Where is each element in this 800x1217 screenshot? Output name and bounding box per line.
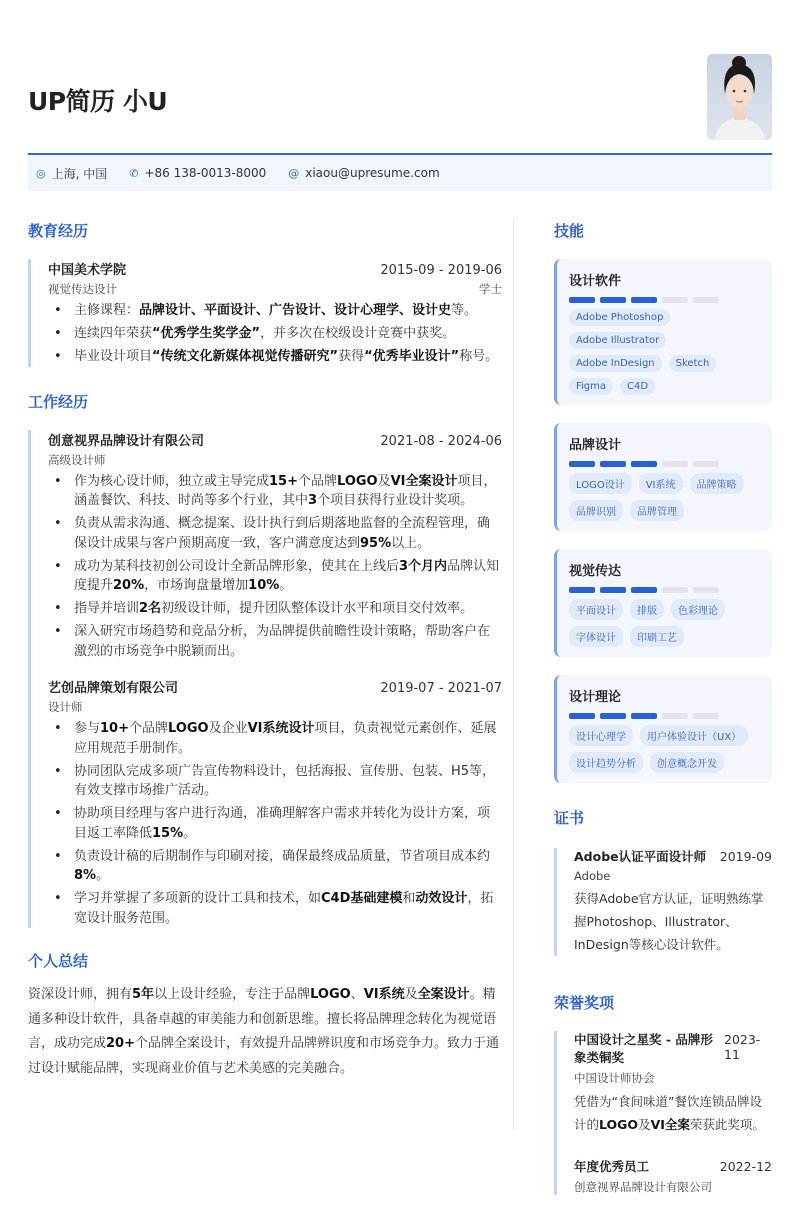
text-segment: 及 (377, 473, 391, 489)
level-segment-filled (569, 587, 595, 593)
bullet-item (48, 324, 502, 344)
bold-text: “优秀毕业设计” (364, 349, 460, 364)
skill-tags (569, 725, 760, 773)
skill-tag: Sketch (669, 355, 717, 372)
skill-group-name: 视觉传达 (569, 564, 622, 579)
degree: 学士 (479, 282, 502, 296)
text-segment: 和 (402, 891, 416, 906)
bold-text: LOGO (168, 721, 209, 736)
bold-text: 3个月内 (399, 558, 448, 574)
education-date: 2015-09 - 2019-06 (380, 263, 502, 278)
bold-text: VI系统 (363, 987, 405, 1002)
level-segment-filled (600, 713, 626, 719)
bullet-item (48, 347, 502, 367)
skill-tag: 设计趋势分析 (569, 752, 643, 773)
skill-tag: 字体设计 (569, 626, 623, 647)
skill-tag: Adobe InDesign (569, 355, 662, 372)
work-title: 工作经历 (28, 392, 89, 411)
column-divider (513, 218, 514, 1130)
text-segment: ，拓宽设计服务范围。 (74, 891, 494, 926)
text-segment: ，并多次在校级设计竞赛中获奖。 (260, 326, 456, 341)
side-column (554, 218, 772, 1217)
skill-tag: Adobe Photoshop (569, 309, 670, 326)
skill-level-meter (569, 587, 760, 593)
email[interactable]: xiaou@upresume.com (305, 166, 440, 180)
text-segment: 初级设计师，提升团队整体设计水平和项目交付效率。 (161, 601, 474, 616)
work-entry (48, 677, 502, 928)
level-segment-filled (631, 587, 657, 593)
level-segment-filled (569, 297, 595, 303)
award-entry (574, 1158, 772, 1195)
level-segment-empty (662, 297, 688, 303)
bullet-item (48, 514, 502, 553)
level-segment-empty (662, 461, 688, 467)
text-segment: 指导并培训 (74, 601, 140, 616)
level-segment-filled (631, 713, 657, 719)
bold-text: 95% (360, 535, 392, 551)
skill-card (554, 675, 772, 783)
company-name: 创意视界品牌设计有限公司 (48, 433, 205, 449)
text-segment: 以上设计经验，专注于品牌 (154, 987, 311, 1002)
level-segment-empty (662, 713, 688, 719)
text-segment: 协同团队完成多项广告宣传物料设计，包括海报、宣传册、包装、H5等，有效支撑市场推广活动。 (74, 763, 496, 798)
text-segment: 获得Adobe官方认证，证明熟练掌握Photoshop、Illustrator、InDesign等核心设计软件。 (574, 891, 764, 952)
level-segment-filled (600, 461, 626, 467)
bullet-item (48, 762, 502, 801)
bold-text: LOGO (337, 473, 378, 489)
level-segment-empty (693, 587, 719, 593)
bold-text: 全案设计 (417, 987, 470, 1002)
bold-text: 8% (74, 868, 97, 883)
bold-text: 20% (113, 578, 145, 593)
level-segment-empty (693, 461, 719, 467)
skill-card (554, 549, 772, 657)
text-segment: 负责从需求沟通、概念提案、设计执行到后期落地监督的全流程管理，确保设计成果与客户预期高度一致，客户满意度达到 (74, 516, 491, 551)
text-segment: 成功为某科技初创公司设计全新品牌形象，使其在上线后 (74, 558, 400, 574)
skill-tag: 印刷工艺 (630, 626, 684, 647)
work-entries (28, 430, 502, 929)
resume-header (28, 54, 772, 144)
level-segment-filled (569, 713, 595, 719)
level-segment-filled (631, 297, 657, 303)
bold-text: 15+ (269, 473, 298, 489)
skills-list (554, 259, 772, 783)
skills-title: 技能 (554, 222, 585, 240)
text-segment: 。 (279, 578, 293, 593)
skill-tag: C4D (620, 378, 655, 395)
skill-group-name: 设计理论 (569, 690, 622, 705)
skill-tag: 平面设计 (569, 599, 623, 620)
bullet-item (48, 847, 502, 886)
award-name: 年度优秀员工 (574, 1159, 650, 1174)
cert-name: Adobe认证平面设计师 (574, 849, 707, 864)
skill-tags (569, 309, 760, 395)
bold-text: LOGO (310, 987, 351, 1002)
skill-tag: 色彩理论 (671, 599, 725, 620)
text-segment: 。 (183, 825, 197, 841)
bold-text: 3 (308, 493, 318, 508)
avatar (707, 54, 772, 140)
education-title: 教育经历 (28, 222, 89, 240)
text-segment: 深入研究市场趋势和竞品分析，为品牌提供前瞻性设计策略，帮助客户在激烈的市场竞争中脱颖而出。 (74, 624, 491, 659)
text-segment: 。 (96, 868, 110, 883)
bold-text: VI系统设计 (247, 721, 315, 736)
text-segment: ，市场询盘量增加 (144, 578, 249, 593)
text-segment: 个项目获得行业设计奖项。 (317, 493, 474, 508)
work-bullets (48, 472, 502, 662)
text-segment: 品牌认知度提升 (74, 558, 500, 593)
skill-tag: 品牌识别 (569, 500, 623, 521)
bold-text: 品牌设计、平面设计、广告设计、设计心理学、设计史 (139, 303, 452, 318)
skill-tags (569, 473, 760, 521)
level-segment-empty (693, 713, 719, 719)
bullet-item (48, 622, 502, 661)
skill-tag: 创意概念开发 (650, 752, 724, 773)
level-segment-filled (569, 461, 595, 467)
email-icon: @ (288, 166, 300, 180)
award-issuer: 中国设计师协会 (574, 1071, 655, 1085)
location-pin-icon: ◎ (36, 166, 46, 180)
bold-text: C4D基础建模 (321, 891, 403, 906)
bold-text: 10% (248, 578, 280, 593)
award-date: 2022-12 (719, 1159, 772, 1174)
text-segment: 及 (638, 1117, 651, 1132)
text-segment: 、 (350, 987, 364, 1002)
contact-bar (28, 153, 772, 191)
bullet-item (48, 557, 502, 596)
awards-title: 荣誉奖项 (554, 994, 615, 1012)
text-segment: 项目，涵盖餐饮、科技、时尚等多个行业，其中 (74, 473, 497, 508)
text-segment: 参与 (74, 721, 101, 736)
skill-card (554, 423, 772, 531)
text-segment: 项目，负责视觉元素创作、延展应用规范手册制作。 (74, 721, 497, 756)
bold-text: LOGO (599, 1117, 639, 1132)
level-segment-filled (600, 297, 626, 303)
skill-group-name: 设计软件 (569, 274, 622, 289)
level-segment-empty (693, 297, 719, 303)
skill-tag: Adobe Illustrator (569, 332, 666, 349)
award-entry (574, 1031, 772, 1136)
work-entry (48, 430, 502, 662)
text-segment: 个品牌 (129, 721, 169, 736)
location: 上海, 中国 (51, 166, 108, 181)
text-segment: 毕业设计项目 (74, 349, 153, 364)
bullet-item (48, 472, 502, 511)
bullet-item (48, 889, 502, 928)
bullet-item (48, 301, 502, 321)
work-date: 2021-08 - 2024-06 (380, 433, 502, 449)
bold-text: VI全案 (650, 1117, 690, 1132)
skill-level-meter (569, 461, 760, 467)
education-bullets (48, 301, 502, 367)
job-role: 高级设计师 (48, 452, 106, 467)
text-segment: 以上。 (391, 535, 431, 551)
text-segment: 协助项目经理与客户进行沟通，准确理解客户需求并转化为设计方案，项目返工率降低 (74, 806, 491, 841)
award-name: 中国设计之星奖 - 品牌形象类铜奖 (574, 1032, 713, 1065)
candidate-name: UP简历 小U (28, 87, 168, 116)
cert-date: 2019-09 (719, 849, 772, 864)
bullet-item (48, 804, 502, 843)
skill-tag: 品牌策略 (690, 473, 744, 494)
school-name: 中国美术学院 (48, 263, 127, 278)
skill-card (554, 259, 772, 405)
text-segment: 获得 (338, 349, 365, 364)
bold-text: 2名 (139, 601, 162, 616)
text-segment: 负责设计稿的后期制作与印刷对接，确保最终成品质量，节省项目成本约 (74, 848, 491, 864)
skill-tag: LOGO设计 (569, 473, 632, 494)
award-entries (554, 1031, 772, 1195)
bullet-item (48, 599, 502, 619)
text-segment: 资深设计师，拥有 (28, 987, 133, 1002)
bold-text: VI全案设计 (390, 473, 458, 489)
summary-text (28, 983, 502, 1081)
cert-issuer: Adobe (574, 869, 611, 883)
level-segment-filled (631, 461, 657, 467)
phone-icon: ✆ (129, 166, 139, 180)
skill-group-name: 品牌设计 (569, 438, 622, 453)
award-issuer: 创意视界品牌设计有限公司 (574, 1180, 712, 1194)
job-role: 设计师 (48, 700, 83, 714)
certs-title: 证书 (554, 809, 585, 827)
level-segment-empty (662, 587, 688, 593)
text-segment: 。精通多种设计软件，具备卓越的审美能力和创新思维。擅长将品牌理念转化为视觉语言，成功完成 (28, 987, 497, 1051)
work-bullets (48, 719, 502, 928)
cert-entry (554, 848, 772, 956)
bold-text: 10+ (100, 721, 129, 736)
text-segment: 个品牌全案设计，有效提升品牌辨识度和市场竞争力。致力于通过设计赋能品牌，实现商业价值与艺术美感的完美融合。 (28, 1036, 500, 1076)
skill-tag: 设计心理学 (569, 725, 633, 746)
skill-tag: 品牌管理 (630, 500, 684, 521)
text-segment: 作为核心设计师，独立或主导完成 (74, 473, 270, 489)
skill-tag: VI系统 (639, 473, 683, 494)
company-name: 艺创品牌策划有限公司 (48, 681, 179, 696)
bold-text: 5年 (132, 987, 155, 1002)
text-segment: 凭借为“食间味道”餐饮连锁品牌设计的 (574, 1094, 762, 1132)
bold-text: 动效设计 (415, 891, 468, 906)
work-date: 2019-07 - 2021-07 (380, 681, 502, 696)
text-segment: 个品牌 (298, 473, 338, 489)
award-date: 2023-11 (724, 1032, 761, 1062)
skill-level-meter (569, 297, 760, 303)
skill-tag: 排版 (630, 599, 664, 620)
award-description (574, 1090, 772, 1136)
text-segment: 连续四年荣获 (74, 326, 153, 341)
phone: +86 138-0013-8000 (144, 166, 267, 180)
bold-text: 15% (152, 825, 184, 841)
text-segment: 荣获此奖项。 (689, 1117, 765, 1132)
major: 视觉传达设计 (48, 282, 117, 296)
cert-description (574, 887, 772, 956)
skill-tags (569, 599, 760, 647)
level-segment-filled (600, 587, 626, 593)
bullet-item (48, 719, 502, 758)
main-column (28, 218, 502, 1081)
education-entry (28, 259, 502, 367)
text-segment: 等。 (451, 303, 478, 318)
skill-tag: Figma (569, 378, 613, 395)
text-segment: 主修课程： (74, 303, 140, 318)
summary-title: 个人总结 (28, 952, 89, 970)
bold-text: “传统文化新媒体视觉传播研究” (152, 349, 339, 364)
text-segment: 及 (404, 987, 418, 1002)
bold-text: “优秀学生奖学金” (152, 326, 261, 341)
skill-level-meter (569, 713, 760, 719)
text-segment: 称号。 (459, 349, 499, 364)
bold-text: 20+ (106, 1036, 135, 1051)
text-segment: 及企业 (208, 721, 248, 736)
text-segment: 学习并掌握了多项新的设计工具和技术，如 (74, 891, 322, 906)
skill-tag: 用户体验设计（UX） (640, 725, 748, 746)
